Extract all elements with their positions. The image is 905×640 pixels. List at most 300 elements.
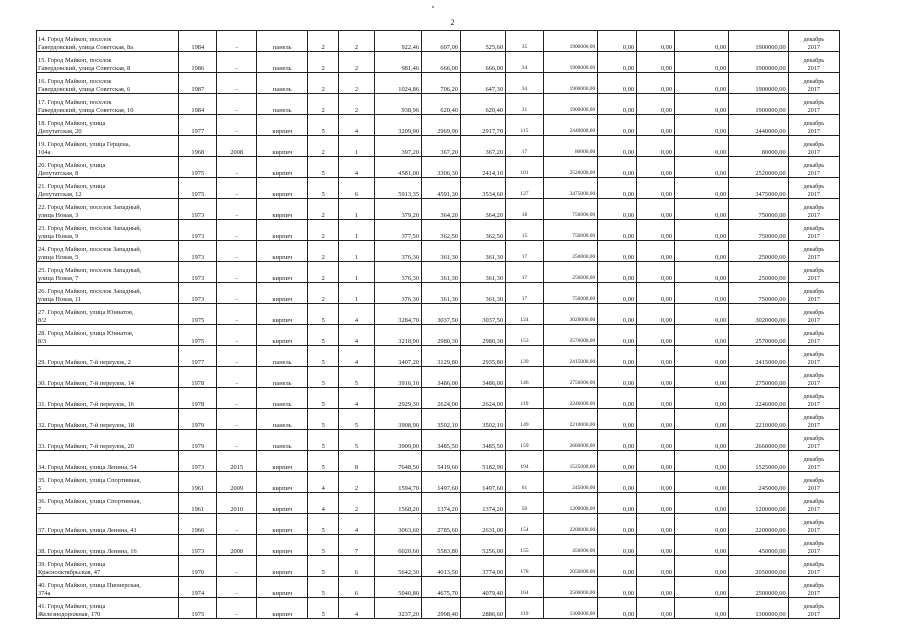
year-built-cell: 1975	[179, 178, 217, 199]
area-total-cell: 3209,90	[374, 115, 421, 136]
fund-c-cell: 0,00	[675, 115, 729, 136]
area-b-cell: 3534,60	[460, 178, 505, 199]
area-a-cell: 3306,30	[422, 157, 461, 178]
fund-b-cell: 0,00	[637, 325, 675, 346]
deadline-month: декабрь	[803, 183, 825, 191]
fund-b-cell: 0,00	[637, 598, 675, 619]
area-a-cell: 2980,30	[422, 325, 461, 346]
fund-d-cell: 2050000,00	[729, 556, 788, 577]
area-total-cell: 377,50	[374, 220, 421, 241]
fund-d-cell: 2200000,00	[729, 514, 788, 535]
area-b-cell: 1497,60	[460, 472, 505, 493]
wall-material-cell: кирпич	[257, 577, 308, 598]
table-row	[37, 178, 840, 199]
cost-total-cell: 80000,00	[543, 136, 597, 157]
deadline-cell	[788, 262, 839, 283]
address-line-1: 26. Город Майкоп, поселок Западный,	[38, 288, 142, 296]
table-row	[37, 472, 840, 493]
year-repair-cell: -	[217, 220, 257, 241]
area-a-cell: 361,30	[422, 241, 461, 262]
cost-total-cell: 1300000,00	[543, 598, 597, 619]
deadline-cell	[788, 535, 839, 556]
area-total-cell: 3218,90	[374, 325, 421, 346]
cost-total-cell: 750000,00	[543, 199, 597, 220]
deadline-cell	[788, 136, 839, 157]
area-a-cell: 3502,10	[422, 409, 461, 430]
deadline-month: декабрь	[803, 540, 825, 548]
cost-total-cell: 1900000,00	[543, 52, 597, 73]
year-repair-cell: -	[217, 556, 257, 577]
year-built-cell: 1979	[179, 430, 217, 451]
year-repair-cell: 2009	[217, 472, 257, 493]
deadline-year: 2017	[807, 295, 821, 303]
area-total-cell: 981,46	[374, 52, 421, 73]
cost-total-cell: 1900000,00	[543, 31, 597, 52]
address-cell	[37, 367, 179, 388]
deadline-month: декабрь	[803, 57, 825, 65]
fund-a-cell: 0,00	[598, 409, 637, 430]
area-a-cell: 5583,80	[422, 535, 461, 556]
year-repair-cell: -	[217, 178, 257, 199]
area-a-cell: 361,30	[422, 262, 461, 283]
entrances-cell: 1	[339, 220, 375, 241]
area-b-cell: 4079,40	[460, 577, 505, 598]
address-line-2: 374а	[38, 589, 51, 597]
address-line-2: 38. Город Майкоп, улица Ленина, 16	[38, 547, 137, 555]
address-cell	[37, 388, 179, 409]
floors-cell: 2	[308, 136, 339, 157]
address-line-2: 33. Город Майкоп, 7-й переулок, 20	[38, 442, 134, 450]
residents-cell: 127	[506, 178, 544, 199]
fund-b-cell: 0,00	[637, 157, 675, 178]
deadline-month: декабрь	[803, 498, 825, 506]
deadline-month: декабрь	[803, 288, 825, 296]
deadline-cell	[788, 241, 839, 262]
year-built-cell: 1973	[179, 283, 217, 304]
area-a-cell: 4675,70	[422, 577, 461, 598]
deadline-year: 2017	[807, 274, 821, 282]
address-line-1: 27. Город Майкоп, улица Юннатов,	[38, 309, 134, 317]
deadline-month: декабрь	[803, 372, 825, 380]
address-cell	[37, 157, 179, 178]
area-a-cell: 3485,50	[422, 430, 461, 451]
year-built-cell: 1986	[179, 52, 217, 73]
residents-cell: 119	[506, 388, 544, 409]
address-line-1: 36. Город Майкоп, улица Спортивная,	[38, 498, 141, 506]
entrances-cell: 1	[339, 136, 375, 157]
table-row	[37, 52, 840, 73]
table-row	[37, 598, 840, 619]
address-line-2: 32. Город Майкоп, 7-й переулок, 18	[38, 421, 134, 429]
table-row	[37, 577, 840, 598]
entrances-cell: 5	[339, 430, 375, 451]
fund-a-cell: 0,00	[598, 178, 637, 199]
year-built-cell: 1974	[179, 577, 217, 598]
cost-total-cell: 2050000,00	[543, 556, 597, 577]
year-repair-cell: -	[217, 388, 257, 409]
fund-c-cell: 0,00	[675, 472, 729, 493]
floors-cell: 5	[308, 514, 339, 535]
table-row	[37, 283, 840, 304]
address-cell	[37, 325, 179, 346]
year-built-cell: 1961	[179, 493, 217, 514]
address-line-2: улица Новая, 3	[38, 211, 79, 219]
cost-total-cell: 1900000,00	[543, 73, 597, 94]
entrances-cell: 4	[339, 325, 375, 346]
floors-cell: 5	[308, 367, 339, 388]
cost-total-cell: 3475000,00	[543, 178, 597, 199]
fund-d-cell: 3475000,00	[729, 178, 788, 199]
year-built-cell: 1966	[179, 514, 217, 535]
fund-d-cell: 1300000,00	[729, 598, 788, 619]
fund-d-cell: 2500000,00	[729, 577, 788, 598]
fund-a-cell: 0,00	[598, 514, 637, 535]
address-line-2: 34. Город Майкоп, улица Ленина, 54	[38, 463, 137, 471]
wall-material-cell: панель	[257, 31, 308, 52]
wall-material-cell: кирпич	[257, 220, 308, 241]
address-line-2: 7	[38, 505, 42, 513]
fund-c-cell: 0,00	[675, 157, 729, 178]
entrances-cell: 6	[339, 178, 375, 199]
deadline-year: 2017	[807, 253, 821, 261]
residents-cell: 34	[506, 52, 544, 73]
entrances-cell: 5	[339, 367, 375, 388]
table-row	[37, 535, 840, 556]
wall-material-cell: панель	[257, 52, 308, 73]
deadline-year: 2017	[807, 85, 821, 93]
entrances-cell: 4	[339, 598, 375, 619]
year-repair-cell: -	[217, 241, 257, 262]
residents-cell: 101	[506, 157, 544, 178]
address-line-1: 21. Город Майкоп, улица	[38, 183, 106, 191]
deadline-month: декабрь	[803, 309, 825, 317]
address-line-2: Депутатская, 12	[38, 190, 82, 198]
entrances-cell: 6	[339, 556, 375, 577]
year-built-cell: 1984	[179, 94, 217, 115]
fund-b-cell: 0,00	[637, 493, 675, 514]
deadline-month: декабрь	[803, 267, 825, 275]
fund-b-cell: 0,00	[637, 199, 675, 220]
wall-material-cell: кирпич	[257, 535, 308, 556]
entrances-cell: 1	[339, 241, 375, 262]
fund-a-cell: 0,00	[598, 157, 637, 178]
address-line-1: 25. Город Майкоп, поселок Западный,	[38, 267, 142, 275]
fund-c-cell: 0,00	[675, 409, 729, 430]
fund-c-cell: 0,00	[675, 52, 729, 73]
deadline-year: 2017	[807, 169, 821, 177]
fund-d-cell: 245000,00	[729, 472, 788, 493]
deadline-cell	[788, 598, 839, 619]
entrances-cell: 1	[339, 262, 375, 283]
entrances-cell: 4	[339, 304, 375, 325]
table-row	[37, 262, 840, 283]
table-row	[37, 451, 840, 472]
fund-b-cell: 0,00	[637, 346, 675, 367]
deadline-cell	[788, 325, 839, 346]
fund-d-cell: 1200000,00	[729, 493, 788, 514]
area-b-cell: 361,30	[460, 262, 505, 283]
wall-material-cell: панель	[257, 367, 308, 388]
address-line-2: улица Новая, 7	[38, 274, 79, 282]
fund-c-cell: 0,00	[675, 493, 729, 514]
area-total-cell: 5642,30	[374, 556, 421, 577]
fund-d-cell: 2440000,00	[729, 115, 788, 136]
year-built-cell: 1973	[179, 220, 217, 241]
deadline-cell	[788, 388, 839, 409]
table-row	[37, 493, 840, 514]
area-b-cell: 361,30	[460, 283, 505, 304]
fund-a-cell: 0,00	[598, 598, 637, 619]
fund-d-cell: 2520000,00	[729, 157, 788, 178]
floors-cell: 5	[308, 535, 339, 556]
fund-a-cell: 0,00	[598, 304, 637, 325]
area-b-cell: 2624,00	[460, 388, 505, 409]
address-line-2: Гавердовский, улица Советская, 8	[38, 64, 131, 72]
residents-cell: 35	[506, 31, 544, 52]
area-a-cell: 666,00	[422, 52, 461, 73]
year-built-cell: 1975	[179, 304, 217, 325]
deadline-month: декабрь	[803, 393, 825, 401]
fund-c-cell: 0,00	[675, 178, 729, 199]
address-cell	[37, 346, 179, 367]
residents-cell: 155	[506, 535, 544, 556]
year-repair-cell: -	[217, 577, 257, 598]
address-line-1: 17. Город Майкоп, поселок	[38, 99, 112, 107]
year-built-cell: 1973	[179, 199, 217, 220]
address-line-1: 24. Город Майкоп, поселок Западный,	[38, 246, 142, 254]
cost-total-cell: 750000,00	[543, 220, 597, 241]
fund-b-cell: 0,00	[637, 283, 675, 304]
address-line-2: Депутатская, 8	[38, 169, 79, 177]
floors-cell: 2	[308, 283, 339, 304]
floors-cell: 2	[308, 241, 339, 262]
year-repair-cell: -	[217, 283, 257, 304]
fund-b-cell: 0,00	[637, 304, 675, 325]
year-repair-cell: -	[217, 31, 257, 52]
deadline-month: декабрь	[803, 120, 825, 128]
address-line-1: 20. Город Майкоп, улица	[38, 162, 106, 170]
entrances-cell: 2	[339, 73, 375, 94]
area-total-cell: 1568,20	[374, 493, 421, 514]
table-row	[37, 94, 840, 115]
wall-material-cell: кирпич	[257, 472, 308, 493]
area-total-cell: 376,30	[374, 241, 421, 262]
area-a-cell: 3129,80	[422, 346, 461, 367]
deadline-month: декабрь	[803, 225, 825, 233]
fund-d-cell: 1900000,00	[729, 31, 788, 52]
area-b-cell: 3774,00	[460, 556, 505, 577]
wall-material-cell: кирпич	[257, 199, 308, 220]
fund-a-cell: 0,00	[598, 535, 637, 556]
deadline-month: декабрь	[803, 204, 825, 212]
floors-cell: 5	[308, 304, 339, 325]
fund-b-cell: 0,00	[637, 409, 675, 430]
year-repair-cell: 2010	[217, 493, 257, 514]
deadline-year: 2017	[807, 379, 821, 387]
fund-a-cell: 0,00	[598, 73, 637, 94]
address-line-1: 15. Город Майкоп, поселок	[38, 57, 112, 65]
fund-d-cell: 3020000,00	[729, 304, 788, 325]
deadline-year: 2017	[807, 232, 821, 240]
fund-a-cell: 0,00	[598, 262, 637, 283]
deadline-year: 2017	[807, 484, 821, 492]
fund-d-cell: 750000,00	[729, 283, 788, 304]
address-line-1: 14. Город Майкоп, поселок	[38, 36, 112, 44]
residents-cell: 178	[506, 556, 544, 577]
table-row	[37, 136, 840, 157]
year-repair-cell: -	[217, 304, 257, 325]
area-a-cell: 2785,60	[422, 514, 461, 535]
address-cell	[37, 577, 179, 598]
fund-b-cell: 0,00	[637, 388, 675, 409]
year-repair-cell: -	[217, 262, 257, 283]
wall-material-cell: кирпич	[257, 304, 308, 325]
table-row	[37, 388, 840, 409]
fund-b-cell: 0,00	[637, 451, 675, 472]
year-repair-cell: -	[217, 52, 257, 73]
address-line-2: Железнодорожная, 170	[38, 610, 101, 618]
year-repair-cell: -	[217, 514, 257, 535]
deadline-month: декабрь	[803, 246, 825, 254]
address-line-2: 30. Город Майкоп, 7-й переулок, 14	[38, 379, 134, 387]
deadline-year: 2017	[807, 148, 821, 156]
address-cell	[37, 241, 179, 262]
deadline-cell	[788, 220, 839, 241]
wall-material-cell: кирпич	[257, 178, 308, 199]
fund-a-cell: 0,00	[598, 241, 637, 262]
wall-material-cell: кирпич	[257, 283, 308, 304]
wall-material-cell: панель	[257, 94, 308, 115]
fund-c-cell: 0,00	[675, 514, 729, 535]
table-row	[37, 430, 840, 451]
table-row	[37, 241, 840, 262]
area-total-cell: 5913,35	[374, 178, 421, 199]
fund-b-cell: 0,00	[637, 535, 675, 556]
area-a-cell: 1374,20	[422, 493, 461, 514]
floors-cell: 5	[308, 388, 339, 409]
fund-c-cell: 0,00	[675, 283, 729, 304]
fund-b-cell: 0,00	[637, 178, 675, 199]
deadline-year: 2017	[807, 568, 821, 576]
residents-cell: 153	[506, 325, 544, 346]
address-cell	[37, 178, 179, 199]
residents-cell: 115	[506, 115, 544, 136]
deadline-month: декабрь	[803, 162, 825, 170]
fund-a-cell: 0,00	[598, 52, 637, 73]
cost-total-cell: 2246000,00	[543, 388, 597, 409]
address-line-1: 39. Город Майкоп, улица	[38, 561, 106, 569]
wall-material-cell: кирпич	[257, 157, 308, 178]
year-built-cell: 1979	[179, 409, 217, 430]
area-total-cell: 376,30	[374, 283, 421, 304]
page-number: 2	[450, 18, 455, 27]
fund-a-cell: 0,00	[598, 199, 637, 220]
entrances-cell: 4	[339, 514, 375, 535]
fund-b-cell: 0,00	[637, 472, 675, 493]
address-line-2: 29. Город Майкоп, 7-й переулок, 2	[38, 358, 131, 366]
year-built-cell: 1968	[179, 136, 217, 157]
deadline-cell	[788, 94, 839, 115]
area-total-cell: 3063,60	[374, 514, 421, 535]
deadline-year: 2017	[807, 316, 821, 324]
deadline-year: 2017	[807, 610, 821, 618]
table-row	[37, 73, 840, 94]
address-cell	[37, 472, 179, 493]
area-total-cell: 4581,00	[374, 157, 421, 178]
area-b-cell: 2917,70	[460, 115, 505, 136]
fund-c-cell: 0,00	[675, 325, 729, 346]
deadline-year: 2017	[807, 505, 821, 513]
cost-total-cell: 1525000,00	[543, 451, 597, 472]
deadline-cell	[788, 73, 839, 94]
area-b-cell: 367,20	[460, 136, 505, 157]
residents-cell: 15	[506, 220, 544, 241]
cost-total-cell: 2415000,00	[543, 346, 597, 367]
area-b-cell: 666,00	[460, 52, 505, 73]
deadline-year: 2017	[807, 400, 821, 408]
residents-cell: 17	[506, 136, 544, 157]
year-built-cell: 1973	[179, 241, 217, 262]
area-total-cell: 379,20	[374, 199, 421, 220]
fund-c-cell: 0,00	[675, 304, 729, 325]
wall-material-cell: кирпич	[257, 556, 308, 577]
fund-c-cell: 0,00	[675, 388, 729, 409]
address-cell	[37, 304, 179, 325]
address-line-2: улица Новая, 11	[38, 295, 82, 303]
entrances-cell: 4	[339, 115, 375, 136]
year-repair-cell: -	[217, 325, 257, 346]
area-b-cell: 2980,30	[460, 325, 505, 346]
area-b-cell: 525,60	[460, 31, 505, 52]
area-total-cell: 938,96	[374, 94, 421, 115]
deadline-year: 2017	[807, 547, 821, 555]
deadline-year: 2017	[807, 127, 821, 135]
table-row	[37, 304, 840, 325]
residents-cell: 34	[506, 73, 544, 94]
deadline-cell	[788, 367, 839, 388]
fund-a-cell: 0,00	[598, 388, 637, 409]
deadline-year: 2017	[807, 442, 821, 450]
entrances-cell: 8	[339, 451, 375, 472]
table-row	[37, 31, 840, 52]
deadline-year: 2017	[807, 64, 821, 72]
entrances-cell: 7	[339, 535, 375, 556]
area-total-cell: 376,30	[374, 262, 421, 283]
year-repair-cell: -	[217, 199, 257, 220]
area-total-cell: 3237,20	[374, 598, 421, 619]
year-repair-cell: -	[217, 157, 257, 178]
cost-total-cell: 2500000,00	[543, 577, 597, 598]
address-line-1: 16. Город Майкоп, поселок	[38, 78, 112, 86]
fund-a-cell: 0,00	[598, 556, 637, 577]
fund-d-cell: 1525000,00	[729, 451, 788, 472]
deadline-month: декабрь	[803, 141, 825, 149]
deadline-year: 2017	[807, 526, 821, 534]
housing-register-table	[36, 30, 840, 619]
area-b-cell: 3037,50	[460, 304, 505, 325]
area-a-cell: 607,00	[422, 31, 461, 52]
address-cell	[37, 262, 179, 283]
residents-cell: 17	[506, 262, 544, 283]
address-cell	[37, 451, 179, 472]
address-line-1: 23. Город Майкоп, поселок Западный,	[38, 225, 142, 233]
area-b-cell: 5256,00	[460, 535, 505, 556]
fund-a-cell: 0,00	[598, 31, 637, 52]
deadline-month: декабрь	[803, 36, 825, 44]
year-built-cell: 1975	[179, 598, 217, 619]
deadline-cell	[788, 430, 839, 451]
year-repair-cell: -	[217, 409, 257, 430]
